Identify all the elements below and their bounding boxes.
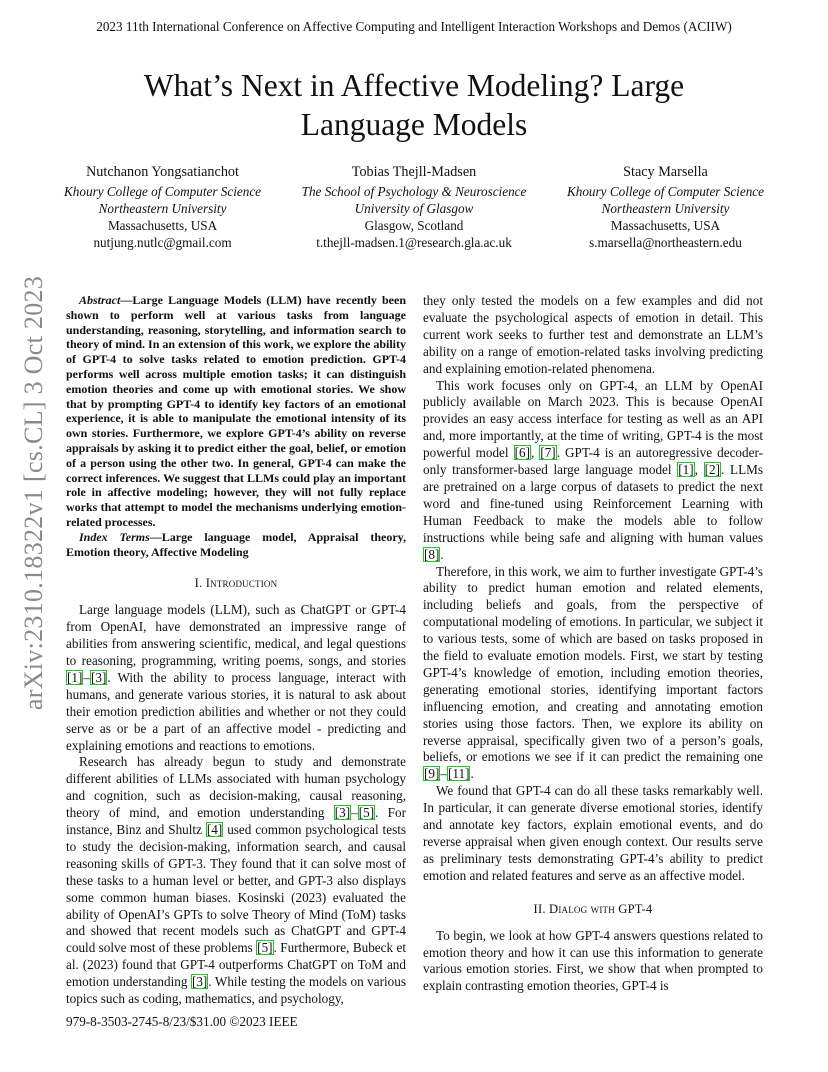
citation-link[interactable]: [1] <box>678 462 694 478</box>
author-email[interactable]: t.thejll-madsen.1@research.gla.ac.uk <box>316 235 512 250</box>
paragraph: Large language models (LLM), such as ChatGPT or GPT-4 from OpenAI, have demonstrated an impressive range of abilities from answering scientific, medical, and legal questions to reasoning, programming, writing poems, songs, and stories [1]–[3]. With the ability to process language, interact with humans, and generate various stories, it is natural to ask about their emotion prediction abilities and whether or not they could serve as or be a part of an affective model - predicting and explaining emotions and reactions to emotions. <box>66 602 406 753</box>
citation-link[interactable]: [11] <box>447 766 470 782</box>
author-block <box>64 164 764 251</box>
abstract-text: —Large Language Models (LLM) have recently been shown to perform well at various tasks from language understanding, reasoning, storytelling, and information search to theory of mind. In an extension of this work, we explore the ability of GPT-4 to solve tasks related to emotion prediction. GPT-4 performs well across multiple emotion tasks; it can distinguish emotion theories and come up with emotional stories. We show that by prompting GPT-4 to identify key factors of an emotional experience, it is able to manipulate the emotional intensity of its own stories. Furthermore, we explore GPT-4’s ability on reverse appraisals by asking it to predict either the goal, belief, or emotion of a person using the other two. In general, GPT-4 can make the correct inferences. We suggest that LLMs could play an important role in affective modeling; however, they will not fully replace works that attempt to model the mechanisms underlying emotion-related processes. <box>66 293 406 529</box>
citation-link[interactable]: [8] <box>424 546 440 562</box>
citation-link[interactable]: [5] <box>358 805 375 821</box>
paragraph: Therefore, in this work, we aim to further investigate GPT-4’s ability to predict human emotion and related elements, including beliefs and goals, from the perspective of computational modeling of emotions. In particular, we subject it to various tests, some of which are based on tasks proposed in the field to evaluate emotion models. First, we start by testing GPT-4’s knowledge of emotion, including emotion theories, generating emotional stories, identifying important factors influencing emotion, and creating and annotating emotion stories using those factors. Then, we explore its ability on reverse appraisal, specifically given two of a person’s goals, beliefs, or emotions we see if it can predict the remaining one [9]–[11]. <box>423 563 763 782</box>
citation-link[interactable]: [9] <box>424 766 440 782</box>
conference-header: 2023 11th International Conference on Affective Computing and Intelligent Interaction Workshops and Demos (ACIIW) <box>96 19 732 34</box>
author-institution: Northeastern University <box>98 201 227 216</box>
paragraph: This work focuses only on GPT-4, an LLM by OpenAI publicly available on March 2023. This is because OpenAI provides an easy access interface for testing as well as an API and, more importantly, at the time of writing, GPT-4 is the most powerful model [6], [7]. GPT-4 is an autoregressive decoder-only transformer-based large language model [1], [2]. LLMs are pretrained on a large corpus of datasets to predict the next word and fine-tuned using Reinforcement Learning with Human Feedback to make the models able to follow instructions while being safe and aligning with human values [8]. <box>423 377 764 562</box>
paragraph: To begin, we look at how GPT-4 answers questions related to emotion theory and how it can use this information to generate various emotion stories. First, we show that when prompted to explain contrasting emotion theories, GPT-4 is <box>423 927 763 994</box>
author-name: Stacy Marsella <box>623 164 708 180</box>
index-terms-text: —Large language model, Appraisal theory, Emotion theory, Affective Modeling <box>66 529 407 559</box>
paragraph: Research has already begun to study and demonstrate different abilities of LLMs associated with human psychology and cognition, such as decision-making, causal reasoning, theory of mind, and emotion understanding [3]–[5]. For instance, Binz and Shultz [4] used common psychological tests to study the decision-making, information search, and causal reasoning skills of GPT-3. They found that it can solve most of these tasks to a human level or better, and GPT-3 also displays some common human biases. Kosinski (2023) evaluated the ability of OpenAI’s GPTs to solve Theory of Mind (ToM) tasks and showed that recent models such as ChatGPT and GPT-4 could solve most of these problems [5]. Furthermore, Bubeck et al. (2023) found that GPT-4 outperforms ChatGPT on ToM and emotion understanding [3]. While testing the models on various topics such as coding, mathematics, and psychology, <box>66 754 406 1007</box>
citation-link[interactable]: [2] <box>704 462 721 478</box>
paragraph: they only tested the models on a few examples and did not evaluate the psychological aspects of emotion in detail. This current work seeks to further test and demonstrate an LLM’s ability on a range of emotion-related tasks involving predicting and explaining emotion-related phenomena. <box>423 293 763 376</box>
author-location: Massachusetts, USA <box>107 218 218 233</box>
copyright-footer: 979-8-3503-2745-8/23/$31.00 ©2023 IEEE <box>66 1014 298 1029</box>
arxiv-side-stamp <box>14 275 54 711</box>
author-3 <box>567 164 764 251</box>
citation-link[interactable]: [6] <box>514 445 530 461</box>
citation-link[interactable]: [3] <box>334 805 351 821</box>
citation-link[interactable]: [7] <box>540 445 556 461</box>
author-2 <box>302 164 527 251</box>
citation-link[interactable]: [3] <box>191 974 208 990</box>
abstract-label: Abstract <box>79 293 121 307</box>
author-name: Tobias Thejll-Madsen <box>351 164 477 180</box>
author-1 <box>64 164 261 251</box>
abstract <box>66 293 406 530</box>
citation-link[interactable]: [4] <box>206 822 223 838</box>
left-column <box>66 293 406 1008</box>
author-email[interactable]: s.marsella@northeastern.edu <box>589 235 742 250</box>
author-email[interactable]: nutjung.nutlc@gmail.com <box>93 235 232 250</box>
author-affiliation: The School of Psychology & Neuroscience <box>301 184 527 199</box>
section-heading: I. Introduction <box>194 576 278 591</box>
author-location: Massachusetts, USA <box>610 218 721 233</box>
citation-link[interactable]: [5] <box>257 940 273 956</box>
paragraph: We found that GPT-4 can do all these tasks remarkably well. In particular, it can generate diverse emotional stories, identify and annotate key factors, explain emotional events, and do reverse appraisal when given enough context. Our results serve as preliminary tests demonstrating GPT-4’s ability to predict emotion and related features and serve as an affective model. <box>423 783 763 883</box>
citation-link[interactable]: [3] <box>90 669 107 685</box>
author-location: Glasgow, Scotland <box>364 218 464 233</box>
author-institution: Northeastern University <box>601 201 730 216</box>
index-terms <box>66 530 406 560</box>
paper-title: What’s Next in Affective Modeling? Large Language Models <box>143 68 685 142</box>
author-affiliation: Khoury College of Computer Science <box>566 184 764 199</box>
author-name: Nutchanon Yongsatianchot <box>86 164 239 180</box>
right-column <box>423 293 763 995</box>
arxiv-id: arXiv:2310.18322v1 [cs.CL] 3 Oct 2023 <box>19 275 49 711</box>
index-terms-label: Index Terms <box>79 529 150 544</box>
author-affiliation: Khoury College of Computer Science <box>64 184 262 199</box>
author-institution: University of Glasgow <box>354 201 474 216</box>
section-heading: II. Dialog with GPT-4 <box>533 901 653 916</box>
citation-link[interactable]: [1] <box>67 669 83 685</box>
